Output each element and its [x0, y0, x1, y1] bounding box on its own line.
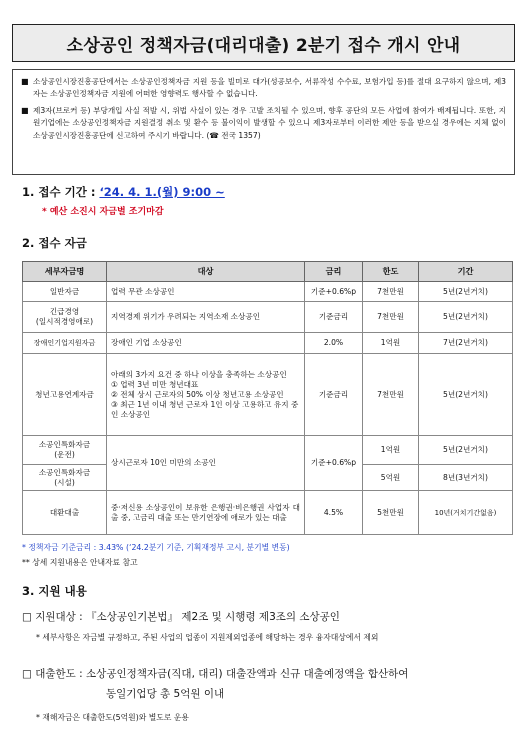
table-header-row — [23, 262, 513, 282]
cell-limit: 5억원 — [363, 465, 419, 491]
cell-limit: 1억원 — [363, 333, 419, 354]
application-start-date: ‘24. 4. 1.(월) 9:00 ~ — [99, 185, 225, 199]
cell-period: 5년(2년거치) — [419, 302, 513, 333]
funds-table — [22, 261, 513, 535]
cell-fund: 장애인기업지원자금 — [23, 333, 107, 354]
disaster-fund-note: * 재해자금은 대출한도(5억원)와 별도로 운용 — [36, 713, 189, 722]
section2-heading: 2. 접수 자금 — [22, 236, 87, 250]
cell-rate: 기준금리 — [305, 302, 363, 333]
cell-fund: 일반자금 — [23, 282, 107, 302]
notice-item — [21, 105, 506, 142]
cell-target: 업력 무관 소상공인 — [107, 282, 305, 302]
cell-target: 아래의 3가지 요건 중 하나 이상을 충족하는 소상공인 ① 업력 3년 미만 청년대표 ② 전체 상시 근로자의 50% 이상 청년고용 소상공인 ③ 최근 1년 이내 청년 근로자 1인 이상 고용하고 유지 중인 소상공인 — [107, 354, 305, 436]
cell-period: 7년(2년거치) — [419, 333, 513, 354]
col-header-fund: 세부자금명 — [23, 262, 107, 282]
table-row — [23, 491, 513, 535]
square-bullet-icon: ■ — [21, 77, 29, 86]
cell-limit: 7천만원 — [363, 302, 419, 333]
notice-text: 제3자(브로커 등) 부당개입 사실 적발 시, 위법 사실이 있는 경우 고발 조치될 수 있으며, 향후 공단의 모든 사업에 참여가 배제됩니다. 또한, 지원기업에는 소상공인정책자금 지원결정 취소 및 환수 등 불이익이 발생할 수 있으니 제3자로부터 이러한 제안 등을 받으실 경우에는 지체 없이 소상공인시장진흥공단에 신고하여 주시기 바랍니다. (☎ 전국 1357) — [33, 105, 506, 140]
square-bullet-icon: ■ — [21, 105, 29, 115]
cell-fund: 소공인특화자금 (운전) — [23, 436, 107, 465]
cell-limit: 5천만원 — [363, 491, 419, 535]
cell-fund: 소공인특화자금 (시설) — [23, 465, 107, 491]
table-row — [23, 282, 513, 302]
section1-heading — [22, 184, 225, 200]
support-target-note: * 세부사항은 자금별 규정하고, 주된 사업의 업종이 지원제외업종에 해당하는 경우 융자대상에서 제외 — [36, 633, 379, 642]
table-row — [23, 354, 513, 436]
support-target-line: □ 지원대상 : 『소상공인기본법』 제2조 및 시행령 제3조의 소상공인 — [22, 611, 340, 623]
page-title: 소상공인 정책자금(대리대출) 2분기 접수 개시 안내 — [66, 35, 461, 56]
section3-heading: 3. 지원 내용 — [22, 584, 87, 598]
section1-colon: : — [86, 185, 100, 199]
cell-target: 중·저신용 소상공인이 보유한 은행권·비은행권 사업자 대출 중, 고금리 대출 또는 만기연장에 애로가 있는 대출 — [107, 491, 305, 535]
notice-text: 소상공인시장진흥공단에서는 소상공인정책자금 지원 등을 빌미로 대가(성공보수, 서류작성 수수료, 보험가입 등)를 절대 요구하지 않으며, 제3자는 소상공인정책자금 지원에 어떠한 영향력도 행사할 수 없습니다. — [33, 77, 506, 99]
col-header-limit: 한도 — [363, 262, 419, 282]
cell-rate: 기준+0.6%p — [305, 282, 363, 302]
cell-rate: 2.0% — [305, 333, 363, 354]
table-row — [23, 333, 513, 354]
base-rate-note: * 정책자금 기준금리 : 3.43% (‘24.2분기 기준, 기획재정부 고시, 분기별 변동) — [22, 543, 290, 552]
col-header-rate: 금리 — [305, 262, 363, 282]
early-close-note: * 예산 소진시 자금별 조기마감 — [42, 207, 164, 217]
warning-notice-box — [12, 69, 515, 175]
loan-limit-line: □ 대출한도 : 소상공인정책자금(직대, 대리) 대출잔액과 신규 대출예정액을 합산하여 — [22, 668, 409, 680]
cell-target: 지역경제 위기가 우려되는 지역소재 소상공인 — [107, 302, 305, 333]
cell-fund: 긴급경영 (일시적경영애로) — [23, 302, 107, 333]
cell-period: 5년(2년거치) — [419, 282, 513, 302]
col-header-period: 기간 — [419, 262, 513, 282]
cell-period: 5년(2년거치) — [419, 436, 513, 465]
loan-limit-line-2: 동일기업당 총 5억원 이내 — [106, 688, 225, 700]
cell-period: 10년(거치기간없음) — [419, 491, 513, 535]
cell-target: 상시근로자 10인 미만의 소공인 — [107, 436, 305, 491]
section1-label: 1. 접수 기간 — [22, 185, 87, 199]
col-header-target: 대상 — [107, 262, 305, 282]
table-row — [23, 302, 513, 333]
cell-rate: 4.5% — [305, 491, 363, 535]
cell-period: 5년(2년거치) — [419, 354, 513, 436]
cell-fund: 청년고용연계자금 — [23, 354, 107, 436]
cell-rate: 기준금리 — [305, 354, 363, 436]
notice-item — [21, 76, 506, 101]
table-row — [23, 436, 513, 465]
details-note: ** 상세 지원내용은 안내자료 참고 — [22, 558, 138, 567]
cell-period: 8년(3년거치) — [419, 465, 513, 491]
cell-target: 장애인 기업 소상공인 — [107, 333, 305, 354]
cell-limit: 7천만원 — [363, 354, 419, 436]
page-title-box — [12, 24, 515, 62]
cell-rate: 기준+0.6%p — [305, 436, 363, 491]
cell-limit: 1억원 — [363, 436, 419, 465]
cell-limit: 7천만원 — [363, 282, 419, 302]
cell-fund: 대환대출 — [23, 491, 107, 535]
